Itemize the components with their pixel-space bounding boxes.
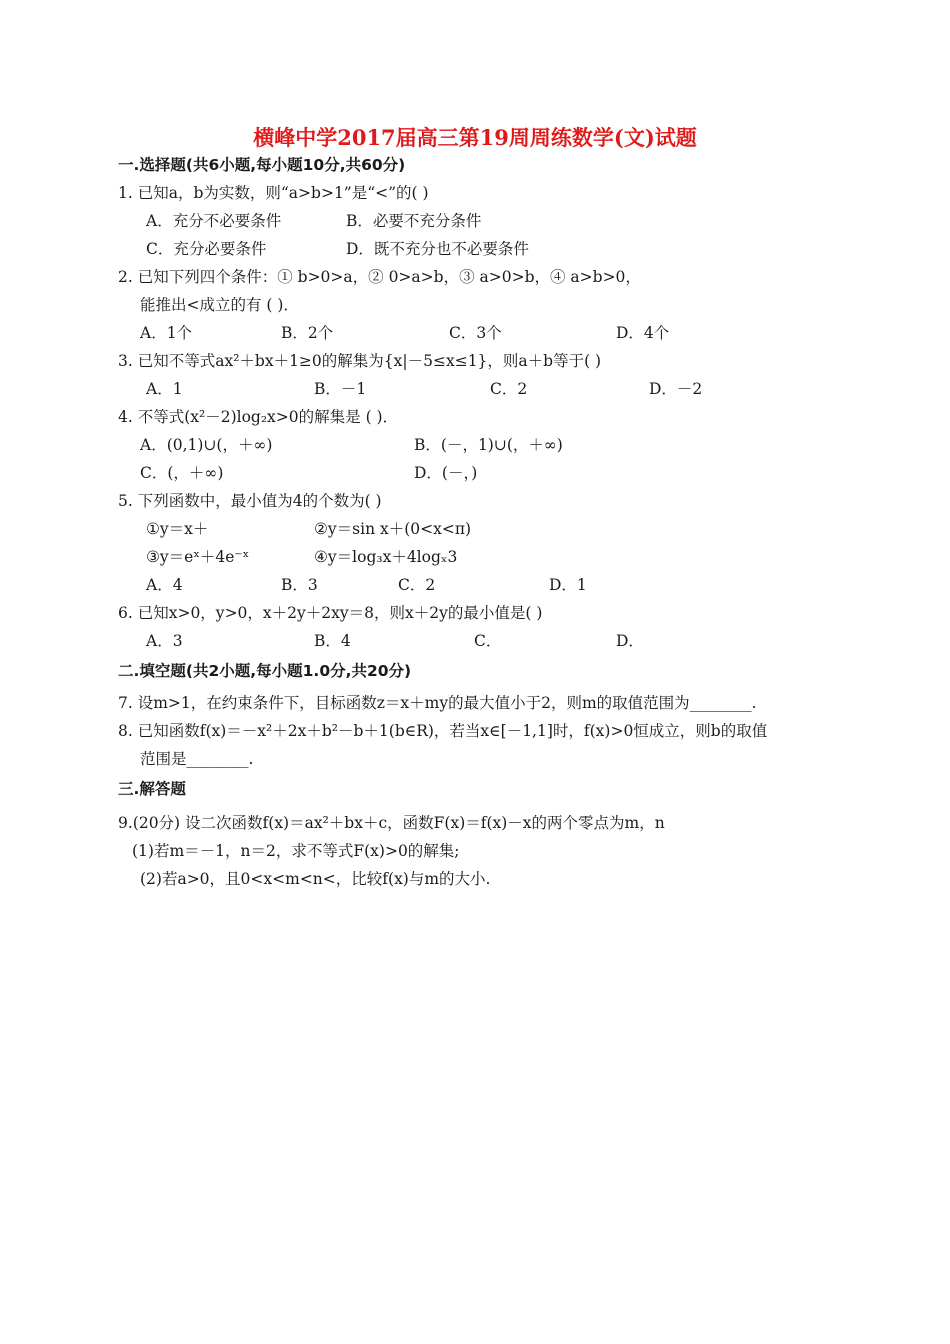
option-5a: A．4 (146, 576, 183, 594)
question-3: 3. 已知不等式ax²＋bx＋1≥0的解集为{x|－5≤x≤1}，则a＋b等于( ) (118, 352, 602, 370)
option-4c: C．(，＋∞) (140, 464, 224, 482)
page-title: 横峰中学2017届高三第19周周练数学(文)试题 (253, 125, 697, 150)
option-4a: A．(0,1)∪(，＋∞) (140, 436, 273, 454)
option-6b: B．4 (314, 632, 351, 650)
question-8: 8. 已知函数f(x)＝－x²＋2x＋b²－b＋1(b∈R)，若当x∈[－1,1]时，f(x)>0恒成立，则b的取值 (118, 722, 768, 740)
question-6: 6. 已知x>0，y>0，x＋2y＋2xy＝8，则x＋2y的最小值是( ) (118, 604, 543, 622)
option-2b: B．2个 (281, 324, 334, 342)
option-5d: D．1 (549, 576, 587, 594)
option-4d: D．(－，) (414, 464, 478, 482)
question-9: 9.(20分) 设二次函数f(x)＝ax²＋bx＋c，函数F(x)＝f(x)－x的两个零点为m，n (118, 814, 665, 832)
option-4b: B．(－，1)∪(，＋∞) (414, 436, 563, 454)
question-9-part-2: (2)若a>0，且0<x<m<n<，比较f(x)与m的大小. (140, 870, 491, 888)
option-1c: C．充分必要条件 (146, 240, 267, 258)
question-4: 4. 不等式(x²－2)log₂x>0的解集是 ( )． (118, 408, 399, 426)
section-heading-fill: 二.填空题(共2小题,每小题1.0分,共20分) (118, 662, 412, 680)
question-1: 1. 已知a，b为实数，则“a>b>1”是“<”的( ) (118, 184, 429, 202)
option-5c: C．2 (398, 576, 436, 594)
question-2: 2. 已知下列四个条件：① b>0>a，② 0>a>b，③ a>0>b，④ a>b>0， (118, 268, 641, 286)
option-3d: D．－2 (649, 380, 703, 398)
section-heading-choice: 一.选择题(共6小题,每小题10分,共60分) (118, 156, 406, 174)
option-6a: A．3 (146, 632, 183, 650)
option-1d: D．既不充分也不必要条件 (346, 240, 529, 258)
option-3c: C．2 (490, 380, 528, 398)
section-heading-solve: 三.解答题 (118, 780, 186, 798)
question-9-part-1: (1)若m＝－1，n＝2，求不等式F(x)>0的解集; (132, 842, 460, 860)
option-1b: B．必要不充分条件 (346, 212, 482, 230)
option-2d: D．4个 (616, 324, 670, 342)
option-6c: C． (474, 632, 502, 650)
option-1a: A．充分不必要条件 (146, 212, 282, 230)
option-3a: A．1 (146, 380, 183, 398)
function-2: ②y＝sin x＋(0<x<π) (314, 520, 472, 538)
function-3: ③y＝eˣ＋4e⁻ˣ (146, 548, 250, 566)
option-3b: B．－1 (314, 380, 367, 398)
question-8-cont: 范围是________. (140, 750, 254, 768)
option-5b: B．3 (281, 576, 318, 594)
question-7: 7. 设m>1，在约束条件下，目标函数z＝x＋my的最大值小于2，则m的取值范围为________. (118, 694, 757, 712)
option-2a: A．1个 (140, 324, 193, 342)
option-2c: C．3个 (449, 324, 502, 342)
question-2-cont: 能推出<成立的有 ( )． (140, 296, 299, 314)
function-4: ④y＝log₃x＋4logₓ3 (314, 548, 458, 566)
function-1: ①y＝x＋ (146, 520, 209, 538)
question-5: 5. 下列函数中，最小值为4的个数为( ) (118, 492, 382, 510)
option-6d: D． (616, 632, 644, 650)
